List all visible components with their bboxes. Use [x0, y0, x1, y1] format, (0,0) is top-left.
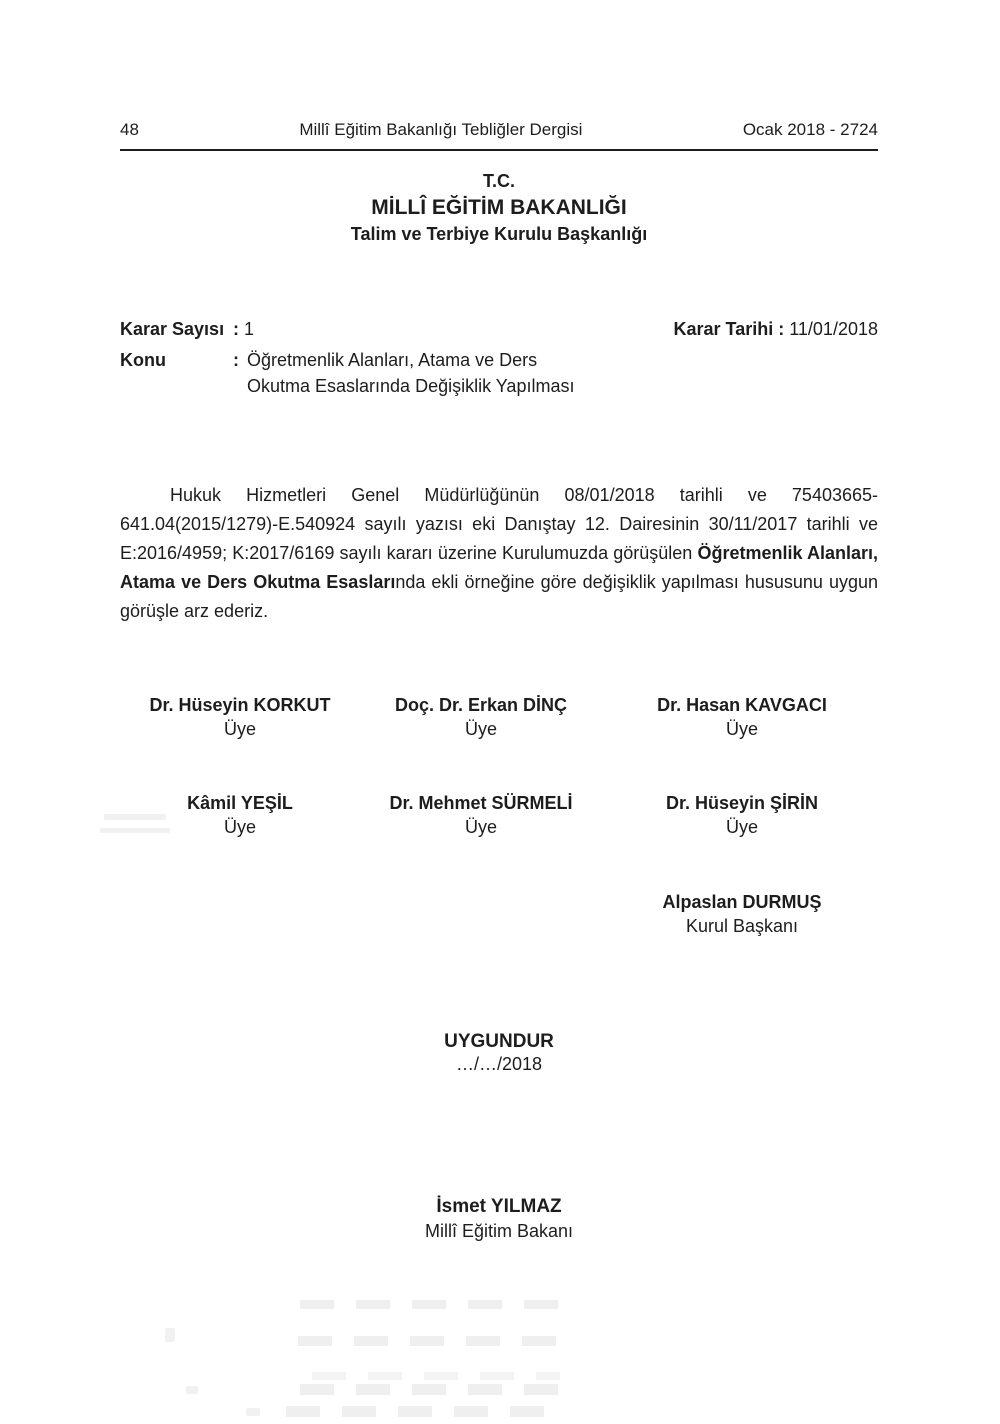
subject-value: [247, 347, 574, 399]
decision-number-label: Karar Sayısı: [120, 319, 225, 339]
minister-title: Millî Eğitim Bakanı: [424, 1221, 574, 1241]
signatory-dinc: [360, 693, 602, 741]
decision-meta: [120, 317, 878, 399]
signatory-surmeli: [360, 791, 602, 839]
scan-artifact: [298, 1336, 560, 1346]
signatory-title: Üye: [223, 817, 256, 837]
subject-colon: :: [233, 350, 239, 370]
minister-name: İsmet YILMAZ: [436, 1196, 562, 1217]
paragraph-part-2: nda ekli örneğine göre değişiklik yapılması hususunu uygun görüşle arz ederiz.: [120, 572, 878, 621]
signatory-title: Üye: [464, 817, 497, 837]
decision-paragraph: [120, 481, 878, 626]
decision-number-colon: :: [233, 319, 239, 339]
page-number: 48: [120, 120, 139, 139]
scan-artifact: [312, 1372, 560, 1380]
signatory-name: Dr. Hasan KAVGACI: [657, 695, 827, 715]
subject-line-2: Okutma Esaslarında Değişiklik Yapılması: [247, 376, 575, 396]
signature-row-3: [120, 890, 882, 938]
letterhead-state: T.C.: [482, 171, 515, 191]
decision-number-value: 1: [244, 319, 255, 339]
scan-artifact: [246, 1408, 260, 1416]
subject-row: [120, 347, 878, 399]
minister-block: [120, 1194, 878, 1244]
scan-artifact: [165, 1328, 175, 1342]
approval-date: …/…/2018: [455, 1054, 543, 1074]
decision-date: [674, 317, 878, 341]
chairman-title: Kurul Başkanı: [685, 916, 799, 936]
letterhead-board: Talim ve Terbiye Kurulu Başkanlığı: [350, 224, 648, 244]
signatory-name: Doç. Dr. Erkan DİNÇ: [394, 695, 568, 715]
subject-label: Konu: [120, 350, 166, 370]
scan-artifact: [286, 1406, 550, 1417]
signatory-yesil: [120, 791, 360, 839]
scan-artifact: [186, 1386, 198, 1394]
chairman-block: [602, 890, 882, 938]
paragraph-part-1: Hukuk Hizmetleri Genel Müdürlüğünün 08/01/2018 tarihli ve 75403665-641.04(2015/1279)-E.540924 sayılı yazısı eki Danıştay 12. Dairesinin 30/11/2017 tarihli ve E:2016/4959; K:2017/6169 sayılı kararı üzerine Kurulumuzda görüşülen: [120, 485, 878, 563]
approval-block: [120, 1030, 878, 1076]
paragraph-bold-span: Öğretmenlik Alanları, Atama ve Ders Okutma Esasları: [120, 543, 878, 592]
journal-header: [120, 119, 878, 151]
scan-artifact: [300, 1300, 560, 1309]
approval-label: UYGUNDUR: [444, 1031, 554, 1052]
chairman-name: Alpaslan DURMUŞ: [662, 892, 822, 912]
letterhead-ministry: MİLLÎ EĞİTİM BAKANLIĞI: [371, 196, 627, 219]
decision-date-value: 11/01/2018: [789, 319, 878, 339]
signatory-name: Dr. Hüseyin KORKUT: [149, 695, 331, 715]
signatory-name: Dr. Hüseyin ŞİRİN: [665, 793, 819, 813]
subject-line-1: Öğretmenlik Alanları, Atama ve Ders: [247, 350, 538, 370]
signatory-kavgaci: [602, 693, 882, 741]
signature-row-2: [120, 791, 882, 839]
journal-title: Millî Eğitim Bakanlığı Tebliğler Dergisi: [299, 120, 583, 139]
signatory-title: Üye: [223, 719, 256, 739]
signatory-name: Kâmil YEŞİL: [187, 793, 293, 813]
issue-label: Ocak 2018 - 2724: [742, 120, 878, 139]
empty-cell: [120, 890, 360, 938]
signatory-name: Dr. Mehmet SÜRMELİ: [389, 793, 573, 813]
signatory-title: Üye: [725, 719, 758, 739]
signatory-title: Üye: [725, 817, 758, 837]
scan-artifact: [300, 1384, 560, 1395]
decision-date-label: Karar Tarihi :: [673, 319, 785, 339]
decision-number: [120, 317, 254, 341]
signature-row-1: [120, 693, 882, 741]
decision-number-row: [120, 317, 878, 341]
letterhead: [120, 169, 878, 247]
signatory-korkut: [120, 693, 360, 741]
signatory-sirin: [602, 791, 882, 839]
signatory-title: Üye: [464, 719, 497, 739]
empty-cell: [360, 890, 602, 938]
